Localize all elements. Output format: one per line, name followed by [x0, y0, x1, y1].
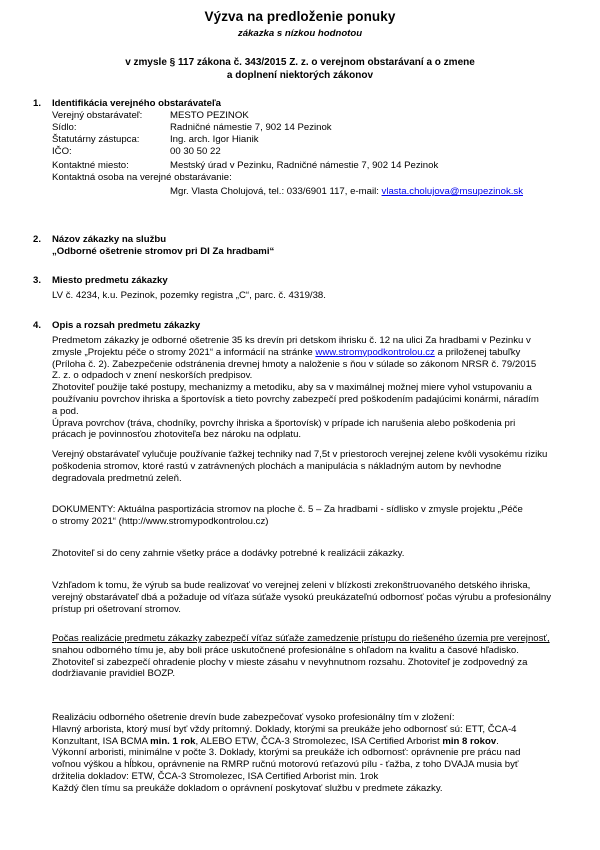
section-heading: Opis a rozsah predmetu zákazky — [52, 320, 201, 331]
text-line: a pod. — [52, 405, 79, 417]
text-line: Predmetom zákazky je odborné ošetrenie 35 ks drevín pri detskom ihrisku č. 12 na ulici Za hradbami v Pezinku v — [52, 335, 531, 346]
section-heading: Identifikácia verejného obstarávateľa — [52, 98, 221, 109]
paragraph-team — [52, 712, 550, 795]
text-fragment: . — [496, 735, 499, 747]
contact-value: Mgr. Vlasta Cholujová, tel.: 033/6901 117, e-mail: — [170, 186, 382, 197]
location-text: LV č. 4234, k.u. Pezinok, pozemky registra „C“, parc. č. 4319/38. — [52, 290, 326, 301]
text-line: poškodenia stromov, ktoré rastú v zatrávnených plochách a manipulácia s nákladným autom by nevhodne — [52, 460, 502, 472]
text-line: voľnou výškou a hĺbkou, oprávnenie na RMRP ručnú motorovú reťazovú pílu - ťažba, z toho DVAJA musia byť — [52, 759, 519, 771]
text-line: degradovala predmetnú zeleň. — [52, 472, 182, 484]
contact-email-link[interactable]: vlasta.cholujova@msupezinok.sk — [381, 186, 523, 197]
text-line: Výkonní arboristi, minimálne v počte 3. Doklady, ktorými sa preukáže ich odbornosť: oprávnenie pre prácu nad — [52, 747, 521, 759]
section-number: 4. — [33, 320, 42, 331]
paragraph-safety — [52, 633, 550, 680]
text-fragment: , ALEBO ETW, ČCA-3 Stromolezec, ISA Certified Arborist — [195, 735, 443, 747]
legal-basis-line: a doplnení niektorých zákonov — [226, 70, 374, 81]
text-line: snahou odborného tímu je, aby boli práce uskutočnené profesionálne s ohľadom na kvalitu a časové hľadisko. — [52, 644, 519, 656]
paragraph-documents — [52, 504, 550, 528]
text-line: (Príloha č. 2). Zabezpečenie odstránenia drevnej hmoty a naloženie s ňou v súlade so zákonom NRSR č. 79/2015 — [52, 358, 537, 370]
text-line: Zhotoviteľ si do ceny zahrnie všetky práce a dodávky potrebné k realizácii zákazky. — [52, 548, 405, 559]
info-label: Štatutárny zástupca: — [52, 134, 140, 145]
section-number: 2. — [33, 234, 42, 245]
legal-basis-line: v zmysle § 117 zákona č. 343/2015 Z. z. o verejnom obstarávaní a o zmene — [125, 57, 475, 68]
info-row — [52, 110, 552, 122]
text-line: prácach je povinnosťou zhotoviteľa bez nároku na odplatu. — [52, 429, 302, 441]
document-subtitle: zákazka s nízkou hodnotou — [237, 28, 363, 39]
info-row — [52, 160, 552, 172]
paragraph-price — [52, 548, 550, 560]
info-label: Sídlo: — [52, 122, 77, 133]
info-value: Radničné námestie 7, 902 14 Pezinok — [170, 122, 332, 133]
info-value: Mestský úrad v Pezinku, Radničné námestie 7, 902 14 Pezinok — [170, 160, 439, 171]
info-value: MESTO PEZINOK — [170, 110, 249, 121]
contact-row — [170, 186, 600, 198]
info-value: Ing. arch. Igor Hianik — [170, 134, 259, 145]
text-line: dodržiavanie pravidiel BOZP. — [52, 668, 176, 680]
paragraph-professionalism — [52, 580, 550, 615]
text-line: Z. z. o odpadoch v znení neskorších predpisov. — [52, 370, 253, 382]
text-fragment: Konzultant, ISA BCMA — [52, 735, 151, 747]
text-line — [52, 736, 550, 748]
text-line: DOKUMENTY: Aktuálna pasportizácia stromov na ploche č. 5 – Za hradbami - sídlisko v zmysle projektu „Péče — [52, 504, 523, 515]
info-row — [52, 134, 552, 146]
section-number: 1. — [33, 98, 42, 109]
contact-label: Kontaktná osoba na verejné obstarávanie: — [52, 172, 232, 183]
text-line: Realizáciu odborného ošetrenie drevín bude zabezpečovať vysoko profesionálny tím v zložení: — [52, 712, 455, 723]
paragraph-subject — [52, 335, 550, 441]
contract-name: „Odborné ošetrenie stromov pri DI Za hradbami“ — [52, 246, 275, 257]
text-line: Počas realizácie predmetu zákazky zabezpečí víťaz súťaže zamedzenie prístupu do riešeného územia pre verejnosť, — [52, 633, 550, 644]
paragraph-heavy-machinery — [52, 449, 550, 484]
section-heading: Názov zákazky na službu — [52, 234, 167, 245]
section-heading: Miesto predmetu zákazky — [52, 275, 168, 286]
info-label: IČO: — [52, 146, 72, 157]
text-line: verejný obstarávateľ dbá a požaduje od víťaza súťaže vysokú preukázateľnú odbornosť počas výrubu a profesionálny — [52, 591, 552, 603]
text-line: Vzhľadom k tomu, že výrub sa bude realizovať vo verejnej zeleni v blízkosti zrekonštruovaného detského ihriska, — [52, 580, 531, 591]
bold-fragment: min 8 rokov — [442, 735, 497, 747]
section-number: 3. — [33, 275, 42, 286]
text-line: Verejný obstarávateľ vylučuje používanie ťažkej techniky nad 7,5t v priestoroch verejnej zelene kvôli vysokému riziku — [52, 449, 548, 460]
text-line: Úprava povrchov (tráva, chodníky, povrchy ihriska a športovísk) v prípade ich narušenia alebo poškodenia pri — [52, 417, 516, 429]
text-line: držitelia dokladov: ETW, ČCA-3 Stromolezec, ISA Certified Arborist min. 1rok — [52, 770, 379, 782]
bold-fragment: min. 1 rok — [150, 735, 196, 747]
info-row — [52, 122, 552, 134]
text-line: Hlavný arborista, ktorý musí byť vždy prítomný. Doklady, ktorými sa preukáže jeho odbornosť sú: ETT, ČCA-4 — [52, 723, 517, 735]
text-line — [52, 347, 550, 359]
text-line: prístup pri ošetrovaní stromov. — [52, 603, 181, 615]
legal-basis — [0, 56, 600, 82]
text-line: o stromy 2021“ (http://www.stromypodkontrolou.cz) — [52, 515, 269, 527]
website-link[interactable]: www.stromypodkontrolou.cz — [315, 346, 435, 358]
text-fragment: zmysle „Projektu péče o stromy 2021“ a informácií na stránke — [52, 346, 316, 358]
text-line: používaniu povrchov ihriska a športovísk a tieto povrchy zabezpečí pred poškodením padajúcimi konármi, náradím — [52, 393, 539, 405]
text-line: Zhotoviteľ použije také postupy, mechanizmy a metodiku, aby sa v maximálnej možnej miere vyhol vstupovaniu a — [52, 382, 532, 394]
info-label: Verejný obstarávateľ: — [52, 110, 143, 121]
info-value: 00 30 50 22 — [170, 146, 221, 157]
text-fragment: a priloženej tabuľky — [434, 346, 521, 358]
text-line: Každý člen tímu sa preukáže dokladom o oprávnení poskytovať službu v predmete zákazky. — [52, 782, 443, 794]
document-title: Výzva na predloženie ponuky — [204, 9, 396, 24]
text-line: Zhotoviteľ si zabezpečí ohradenie plochy v mieste zásahu v nevyhnutnom rozsahu. Zhotoviteľ je zodpovedný za — [52, 656, 528, 668]
info-label: Kontaktné miesto: — [52, 160, 129, 171]
info-row — [52, 146, 552, 158]
